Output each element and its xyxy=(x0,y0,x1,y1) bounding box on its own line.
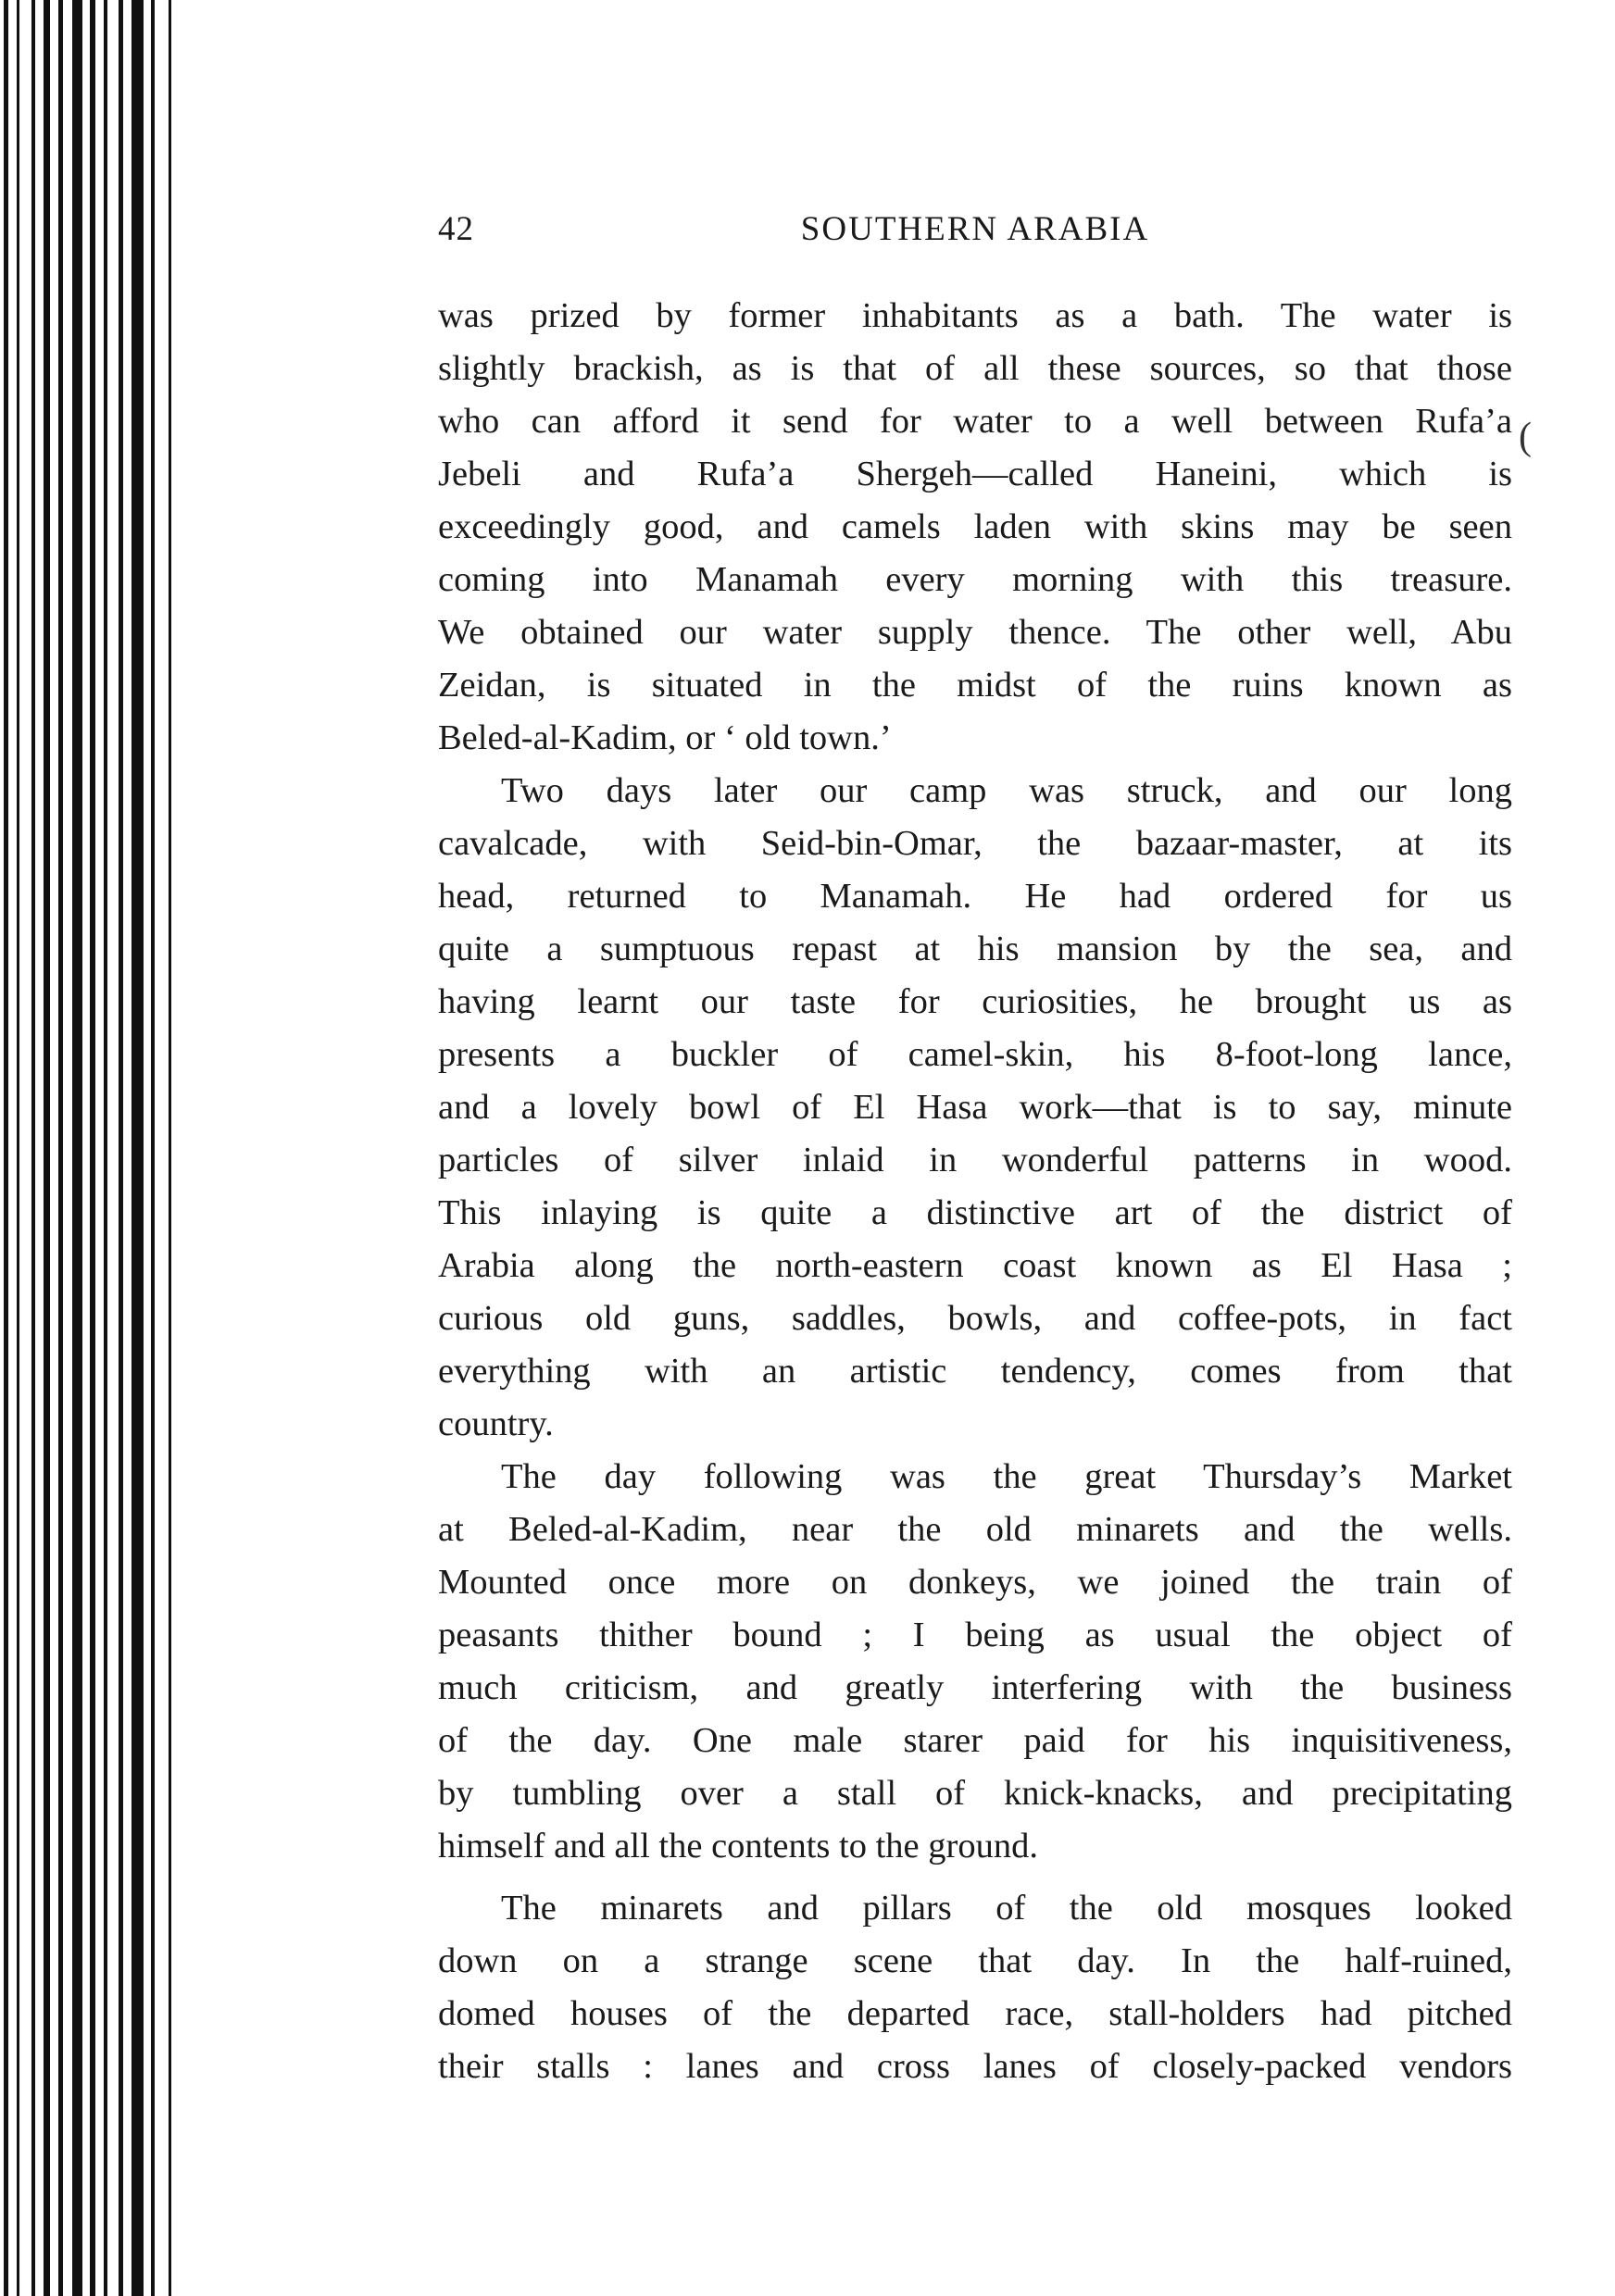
text-line: quite a sumptuous repast at his mansion by the sea, and xyxy=(438,930,1512,968)
text-line: particles of silver inlaid in wonderful patterns in wood. xyxy=(438,1141,1512,1179)
text-line: was prized by former inhabitants as a bath. The water is xyxy=(438,296,1512,335)
paragraph-4 xyxy=(438,1882,1512,2093)
text-line: coming into Manamah every morning with this treasure. xyxy=(438,560,1512,599)
text-line: who can afford it send for water to a well between Rufa’a xyxy=(438,402,1512,441)
text-line: cavalcade, with Seid-bin-Omar, the bazaar-master, at its xyxy=(438,824,1512,863)
text-line: head, returned to Manamah. He had ordered for us xyxy=(438,877,1512,916)
text-line: their stalls : lanes and cross lanes of closely-packed vendors xyxy=(438,2047,1512,2086)
text-line: The day following was the great Thursday’s Market xyxy=(501,1457,1512,1496)
page-header xyxy=(438,209,1512,265)
running-title: SOUTHERN ARABIA xyxy=(800,210,1150,248)
text-line: Mounted once more on donkeys, we joined the train of xyxy=(438,1563,1512,1602)
paragraph-3 xyxy=(438,1451,1512,1873)
paragraph-2 xyxy=(438,765,1512,1451)
text-line: This inlaying is quite a distinctive art of the district of xyxy=(438,1193,1512,1232)
text-line: Two days later our camp was struck, and our long xyxy=(501,771,1512,810)
text-line: curious old guns, saddles, bowls, and coffee-pots, in fact xyxy=(438,1299,1512,1338)
text-line: having learnt our taste for curiosities, he brought us as xyxy=(438,982,1512,1021)
text-line: We obtained our water supply thence. The other well, Abu xyxy=(438,613,1512,652)
text-line: of the day. One male starer paid for his inquisitiveness, xyxy=(438,1721,1512,1760)
text-line: Zeidan, is situated in the midst of the ruins known as xyxy=(438,666,1512,705)
paragraph-gap xyxy=(438,1873,1512,1882)
text-line: country. xyxy=(438,1404,554,1443)
margin-mark: ( xyxy=(1519,416,1532,458)
text-line: by tumbling over a stall of knick-knacks, and precipitating xyxy=(438,1774,1512,1813)
paragraph-1 xyxy=(438,290,1512,765)
text-line: Arabia along the north-eastern coast known as El Hasa ; xyxy=(438,1246,1512,1285)
text-line: much criticism, and greatly interfering with the business xyxy=(438,1668,1512,1707)
text-line: himself and all the contents to the ground. xyxy=(438,1827,1038,1866)
text-line: at Beled-al-Kadim, near the old minarets and the wells. xyxy=(438,1510,1512,1549)
page-number: 42 xyxy=(438,210,474,248)
text-line: The minarets and pillars of the old mosques looked xyxy=(501,1889,1512,1928)
text-line: down on a strange scene that day. In the half-ruined, xyxy=(438,1941,1512,1980)
text-line: presents a buckler of camel-skin, his 8-foot-long lance, xyxy=(438,1035,1512,1074)
text-line: Beled-al-Kadim, or ‘ old town.’ xyxy=(438,718,892,757)
binding-gutter xyxy=(0,0,194,2296)
text-line: peasants thither bound ; I being as usual the object of xyxy=(438,1616,1512,1654)
text-line: Jebeli and Rufa’a Shergeh—called Haneini, which is xyxy=(438,455,1512,493)
text-line: domed houses of the departed race, stall-holders had pitched xyxy=(438,1994,1512,2033)
body-text xyxy=(438,290,1512,2093)
text-line: slightly brackish, as is that of all these sources, so that those xyxy=(438,349,1512,388)
text-line: everything with an artistic tendency, comes from that xyxy=(438,1352,1512,1391)
text-line: exceedingly good, and camels laden with skins may be seen xyxy=(438,507,1512,546)
text-line: and a lovely bowl of El Hasa work—that is to say, minute xyxy=(438,1088,1512,1127)
